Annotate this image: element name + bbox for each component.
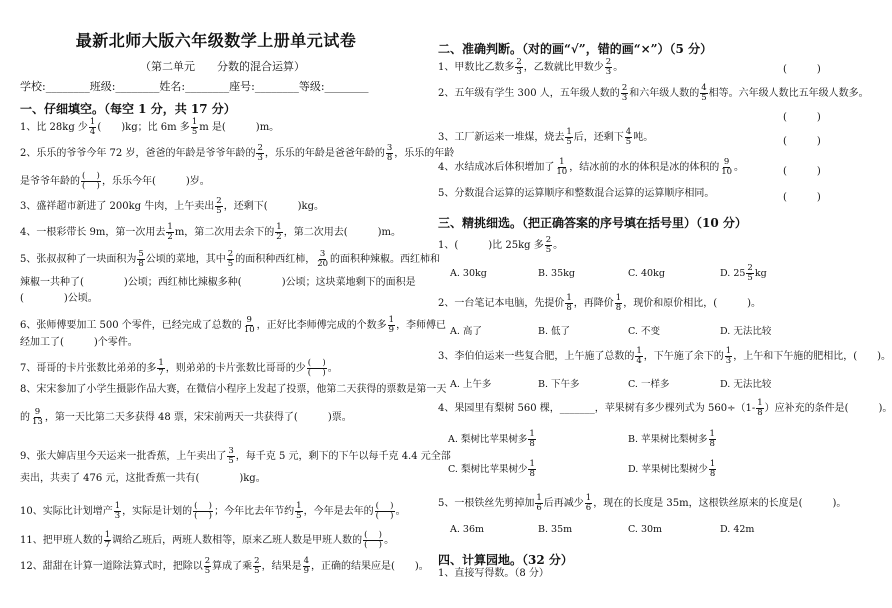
choice-4-option-c[interactable]: C. 梨树比苹果树少 $\frac{1}{8}$: [448, 459, 535, 479]
choice-3-option-a[interactable]: A. 上午多: [450, 379, 492, 390]
judge-1: 1、甲数比乙数多 $\frac{2}{3}$ ，乙数就比甲数少 $\frac{2}{3}$ 。: [438, 57, 624, 77]
question-7: 7、哥哥的卡片张数比弟弟的多 $\frac{1}{7}$ ，则弟弟的卡片张数比哥哥的少 $\frac{( )}{( )}$ 。: [20, 358, 338, 378]
choice-5-option-b[interactable]: B. 35m: [538, 524, 573, 535]
choice-4-option-d[interactable]: D. 苹果树比梨树少 $\frac{1}{8}$: [628, 459, 716, 479]
question-12: 12、甜甜在计算一道除法算式时，把除以 $\frac{2}{5}$ 算成了乘 $\frac{2}{5}$ ，结果是 $\frac{4}{9}$ ，正确的结果应是( )。: [20, 556, 429, 576]
choice-4-option-b[interactable]: B. 苹果树比梨树多 $\frac{1}{8}$: [628, 429, 715, 449]
question-5: 5、张叔叔种了一块面积为 $\frac{5}{8}$ 公顷的菜地，其中 $\frac{2}{5}$ 的面积种西红柿， $\frac{3}{20}$ 的面积种辣椒。西红柿和: [20, 249, 441, 269]
judge-1-answer[interactable]: ( ): [783, 64, 821, 75]
choice-5: 5、一根铁丝先剪掉加 $\frac{1}{6}$ 后再减少 $\frac{1}{6}$ ，现在的长度是 35m，这根铁丝原来的长度是( )。: [438, 493, 847, 513]
choice-5-option-d[interactable]: D. 42m: [720, 524, 755, 535]
question-5-cont: 辣椒一共种了( )公顷；西红柿比辣椒多种( )公顷；这块菜地剩下的面积是: [20, 277, 416, 288]
question-2: 2、乐乐的爷爷今年 72 岁，爸爸的年龄是爷爷年龄的 $\frac{2}{3}$ ，乐乐的年龄是爸爸年龄的 $\frac{3}{8}$ ，乐乐的年龄: [20, 143, 455, 163]
choice-4-option-a[interactable]: A. 梨树比苹果树多 $\frac{1}{8}$: [448, 429, 535, 449]
choice-2-option-d[interactable]: D. 无法比较: [720, 326, 772, 337]
question-6: 6、张师傅要加工 500 个零件，已经完成了总数的 $\frac{9}{10}$ ，正好比李师傅完成的个数多 $\frac{1}{9}$ ，李师傅已: [20, 315, 447, 335]
section-3-heading: 三、精挑细选。（把正确答案的序号填在括号里）（10 分）: [438, 216, 747, 230]
question-6-cont: 经加工了( )个零件。: [20, 337, 138, 348]
choice-2-option-a[interactable]: A. 高了: [450, 326, 482, 337]
judge-3: 3、工厂新运来一堆煤，烧去 $\frac{1}{5}$ 后，还剩下 $\frac{4}{5}$ 吨。: [438, 127, 654, 147]
section-4-subheading: 1、直接写得数。（8 分）: [438, 568, 549, 579]
choice-3-option-d[interactable]: D. 无法比较: [720, 379, 772, 390]
choice-3-option-c[interactable]: C. 一样多: [628, 379, 670, 390]
student-info-line: 学校:________班级:________姓名:________座号:________等级:________: [20, 80, 369, 93]
judge-3-answer[interactable]: ( ): [783, 136, 821, 147]
choice-5-option-c[interactable]: C. 30m: [628, 524, 663, 535]
choice-1-option-a[interactable]: A. 30kg: [450, 268, 487, 279]
question-8: 8、宋宋参加了小学生摄影作品大赛，在微信小程序上发起了投票，他第二天获得的票数是第一天: [20, 384, 447, 395]
question-11: 11、把甲班人数的 $\frac{1}{7}$ 调给乙班后，两班人数相等，原来乙班人数是甲班人数的 $\frac{( )}{( )}$ 。: [20, 530, 395, 550]
choice-2: 2、一台笔记本电脑，先提价 $\frac{1}{8}$ ，再降价 $\frac{1}{8}$ ，现价和原价相比，( )。: [438, 293, 762, 313]
judge-4-answer[interactable]: ( ): [783, 166, 821, 177]
question-10: 10、实际比计划增产 $\frac{1}{3}$ ，实际是计划的 $\frac{( )}{( )}$ ；今年比去年节约 $\frac{1}{5}$ ，今年是去年的 $\frac{( )}{( )}$ 。: [20, 501, 406, 521]
choice-1: 1、( )比 25kg 多 $\frac{2}{5}$ 。: [438, 235, 564, 255]
question-9-cont: 卖出，共卖了 476 元，这批香蕉一共有( )kg。: [20, 473, 266, 484]
choice-1-option-c[interactable]: C. 40kg: [628, 268, 665, 279]
page-title: 最新北师大版六年级数学上册单元试卷: [75, 31, 357, 50]
choice-2-option-c[interactable]: C. 不变: [628, 326, 660, 337]
choice-4: 4、果园里有梨树 560 棵，_______，苹果树有多少棵列式为 560÷（1- $\frac{1}{8}$ ）应补充的条件是( )。: [438, 398, 892, 418]
choice-1-option-b[interactable]: B. 35kg: [538, 268, 575, 279]
question-8-cont: 的 $\frac{9}{13}$ ，第一天比第二天多获得 48 票，宋宋前两天一共获得了( )票。: [20, 407, 352, 427]
section-4-heading: 四、计算园地。（32 分）: [438, 553, 573, 567]
choice-3: 3、李伯伯运来一些复合肥，上午施了总数的 $\frac{1}{4}$ ，下午施了余下的 $\frac{1}{3}$ ，上午和下午施的肥相比，( )。: [438, 346, 892, 366]
question-2-cont: 是爷爷年龄的 $\frac{( )}{( )}$ ，乐乐今年( )岁。: [20, 171, 210, 191]
question-9: 9、张大婶店里今天运来一批香蕉，上午卖出了 $\frac{3}{5}$ ，每千克 5 元，剩下的下午以每千克 4.4 元全部: [20, 446, 451, 466]
judge-5-answer[interactable]: ( ): [783, 192, 821, 203]
choice-5-option-a[interactable]: A. 36m: [450, 524, 484, 535]
question-1: 1、比 28kg 少 $\frac{1}{4}$ ( )kg；比 6m 多 $\frac{1}{5}$ m 是( )m。: [20, 117, 280, 137]
choice-2-option-b[interactable]: B. 低了: [538, 326, 571, 337]
choice-1-option-d[interactable]: D. 25 $\frac{2}{5}$ kg: [720, 263, 767, 283]
section-2-heading: 二、准确判断。（对的画“√”，错的画“×”）（5 分）: [438, 42, 713, 56]
page-subtitle: （第二单元 分数的混合运算）: [140, 60, 305, 73]
question-4: 4、一根彩带长 9m，第一次用去 $\frac{1}{2}$ m，第二次用去余下的 $\frac{1}{2}$ ，第二次用去( )m。: [20, 222, 402, 242]
question-3: 3、盛祥超市新进了 200kg 牛肉，上午卖出 $\frac{2}{5}$ ，还剩下( )kg。: [20, 196, 324, 216]
judge-2: 2、五年级有学生 300 人，五年级人数的 $\frac{2}{3}$ 和六年级人数的 $\frac{4}{5}$ 相等。六年级人数比五年级人数多。: [438, 83, 869, 103]
question-5-cont2: ( )公顷。: [20, 293, 98, 304]
choice-3-option-b[interactable]: B. 下午多: [538, 379, 580, 390]
section-1-heading: 一、仔细填空。（每空 1 分，共 17 分）: [20, 102, 236, 116]
judge-4: 4、水结成冰后体积增加了 $\frac{1}{10}$ ，结冰前的水的体积是冰的体积的 $\frac{9}{10}$ 。: [438, 157, 745, 177]
judge-5: 5、分数混合运算的运算顺序和整数混合运算的运算顺序相同。: [438, 188, 715, 199]
judge-2-answer[interactable]: ( ): [783, 112, 821, 123]
